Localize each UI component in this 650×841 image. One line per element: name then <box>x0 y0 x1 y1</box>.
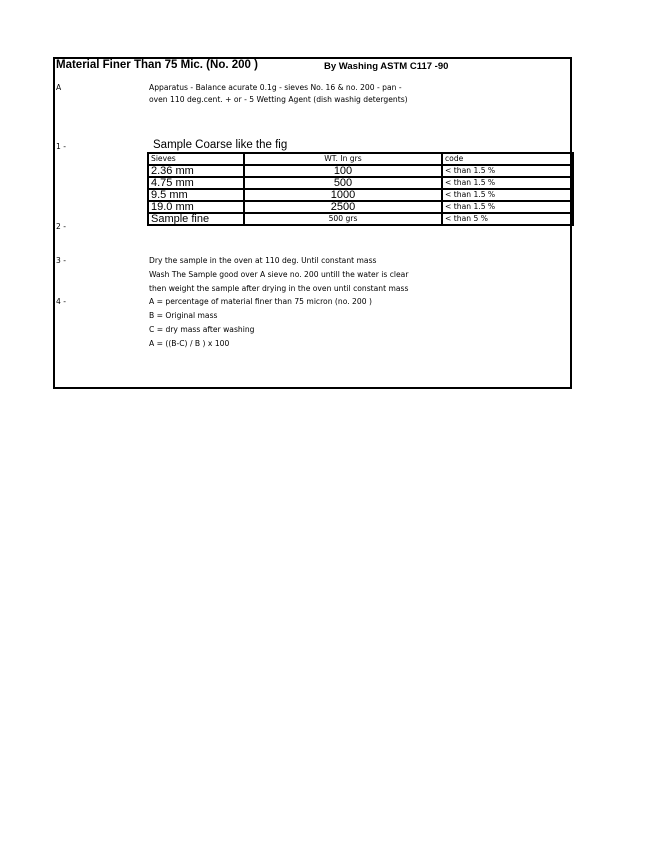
limit-code: < than 1.5 % <box>442 201 573 213</box>
limit-code: < than 1.5 % <box>442 189 573 201</box>
section-2-label: 2 - <box>56 222 66 231</box>
table-row <box>148 165 573 177</box>
table-header-row <box>148 153 573 165</box>
sample-weight: 500 <box>244 177 442 189</box>
table-row <box>148 189 573 201</box>
document-frame <box>53 57 572 389</box>
sieve-size: Sample fine <box>148 213 244 225</box>
sample-coarse-heading: Sample Coarse like the fig <box>153 139 288 151</box>
section-4-label: 4 - <box>56 297 66 306</box>
limit-code: < than 1.5 % <box>442 165 573 177</box>
section-a-label: A <box>56 83 62 92</box>
section-1-label: 1 - <box>56 142 66 151</box>
apparatus-line-2: oven 110 deg.cent. + or - 5 Wetting Agent (dish washig detergents) <box>149 95 408 104</box>
document-subtitle: By Washing ASTM C117 -90 <box>324 61 449 72</box>
table-row <box>148 213 573 225</box>
table-row <box>148 177 573 189</box>
procedure-line-2: Wash The Sample good over A sieve no. 200 untill the water is clear <box>149 270 409 279</box>
sieve-size: 19.0 mm <box>148 201 244 213</box>
header-code: code <box>442 153 573 165</box>
section-3-label: 3 - <box>56 256 66 265</box>
header-sieves: Sieves <box>148 153 244 165</box>
formula-line-1: A = percentage of material finer than 75 micron (no. 200 ) <box>149 297 372 306</box>
formula-line-4: A = ((B-C) / B ) x 100 <box>149 339 230 348</box>
sieve-size: 2.36 mm <box>148 165 244 177</box>
header-weight: WT. In grs <box>244 153 442 165</box>
formula-line-3: C = dry mass after washing <box>149 325 255 334</box>
sieve-size: 4.75 mm <box>148 177 244 189</box>
sample-weight: 1000 <box>244 189 442 201</box>
sieves-table <box>147 152 574 226</box>
sample-weight: 2500 <box>244 201 442 213</box>
procedure-line-3: then weight the sample after drying in the oven until constant mass <box>149 284 409 293</box>
sieve-size: 9.5 mm <box>148 189 244 201</box>
table-row <box>148 201 573 213</box>
sample-weight: 100 <box>244 165 442 177</box>
apparatus-line-1: Apparatus - Balance acurate 0.1g - sieves No. 16 & no. 200 - pan - <box>149 83 402 92</box>
procedure-line-1: Dry the sample in the oven at 110 deg. Until constant mass <box>149 256 377 265</box>
limit-code: < than 5 % <box>442 213 573 225</box>
limit-code: < than 1.5 % <box>442 177 573 189</box>
sample-weight: 500 grs <box>244 213 442 225</box>
document-title: Material Finer Than 75 Mic. (No. 200 ) <box>56 59 258 71</box>
formula-line-2: B = Original mass <box>149 311 218 320</box>
